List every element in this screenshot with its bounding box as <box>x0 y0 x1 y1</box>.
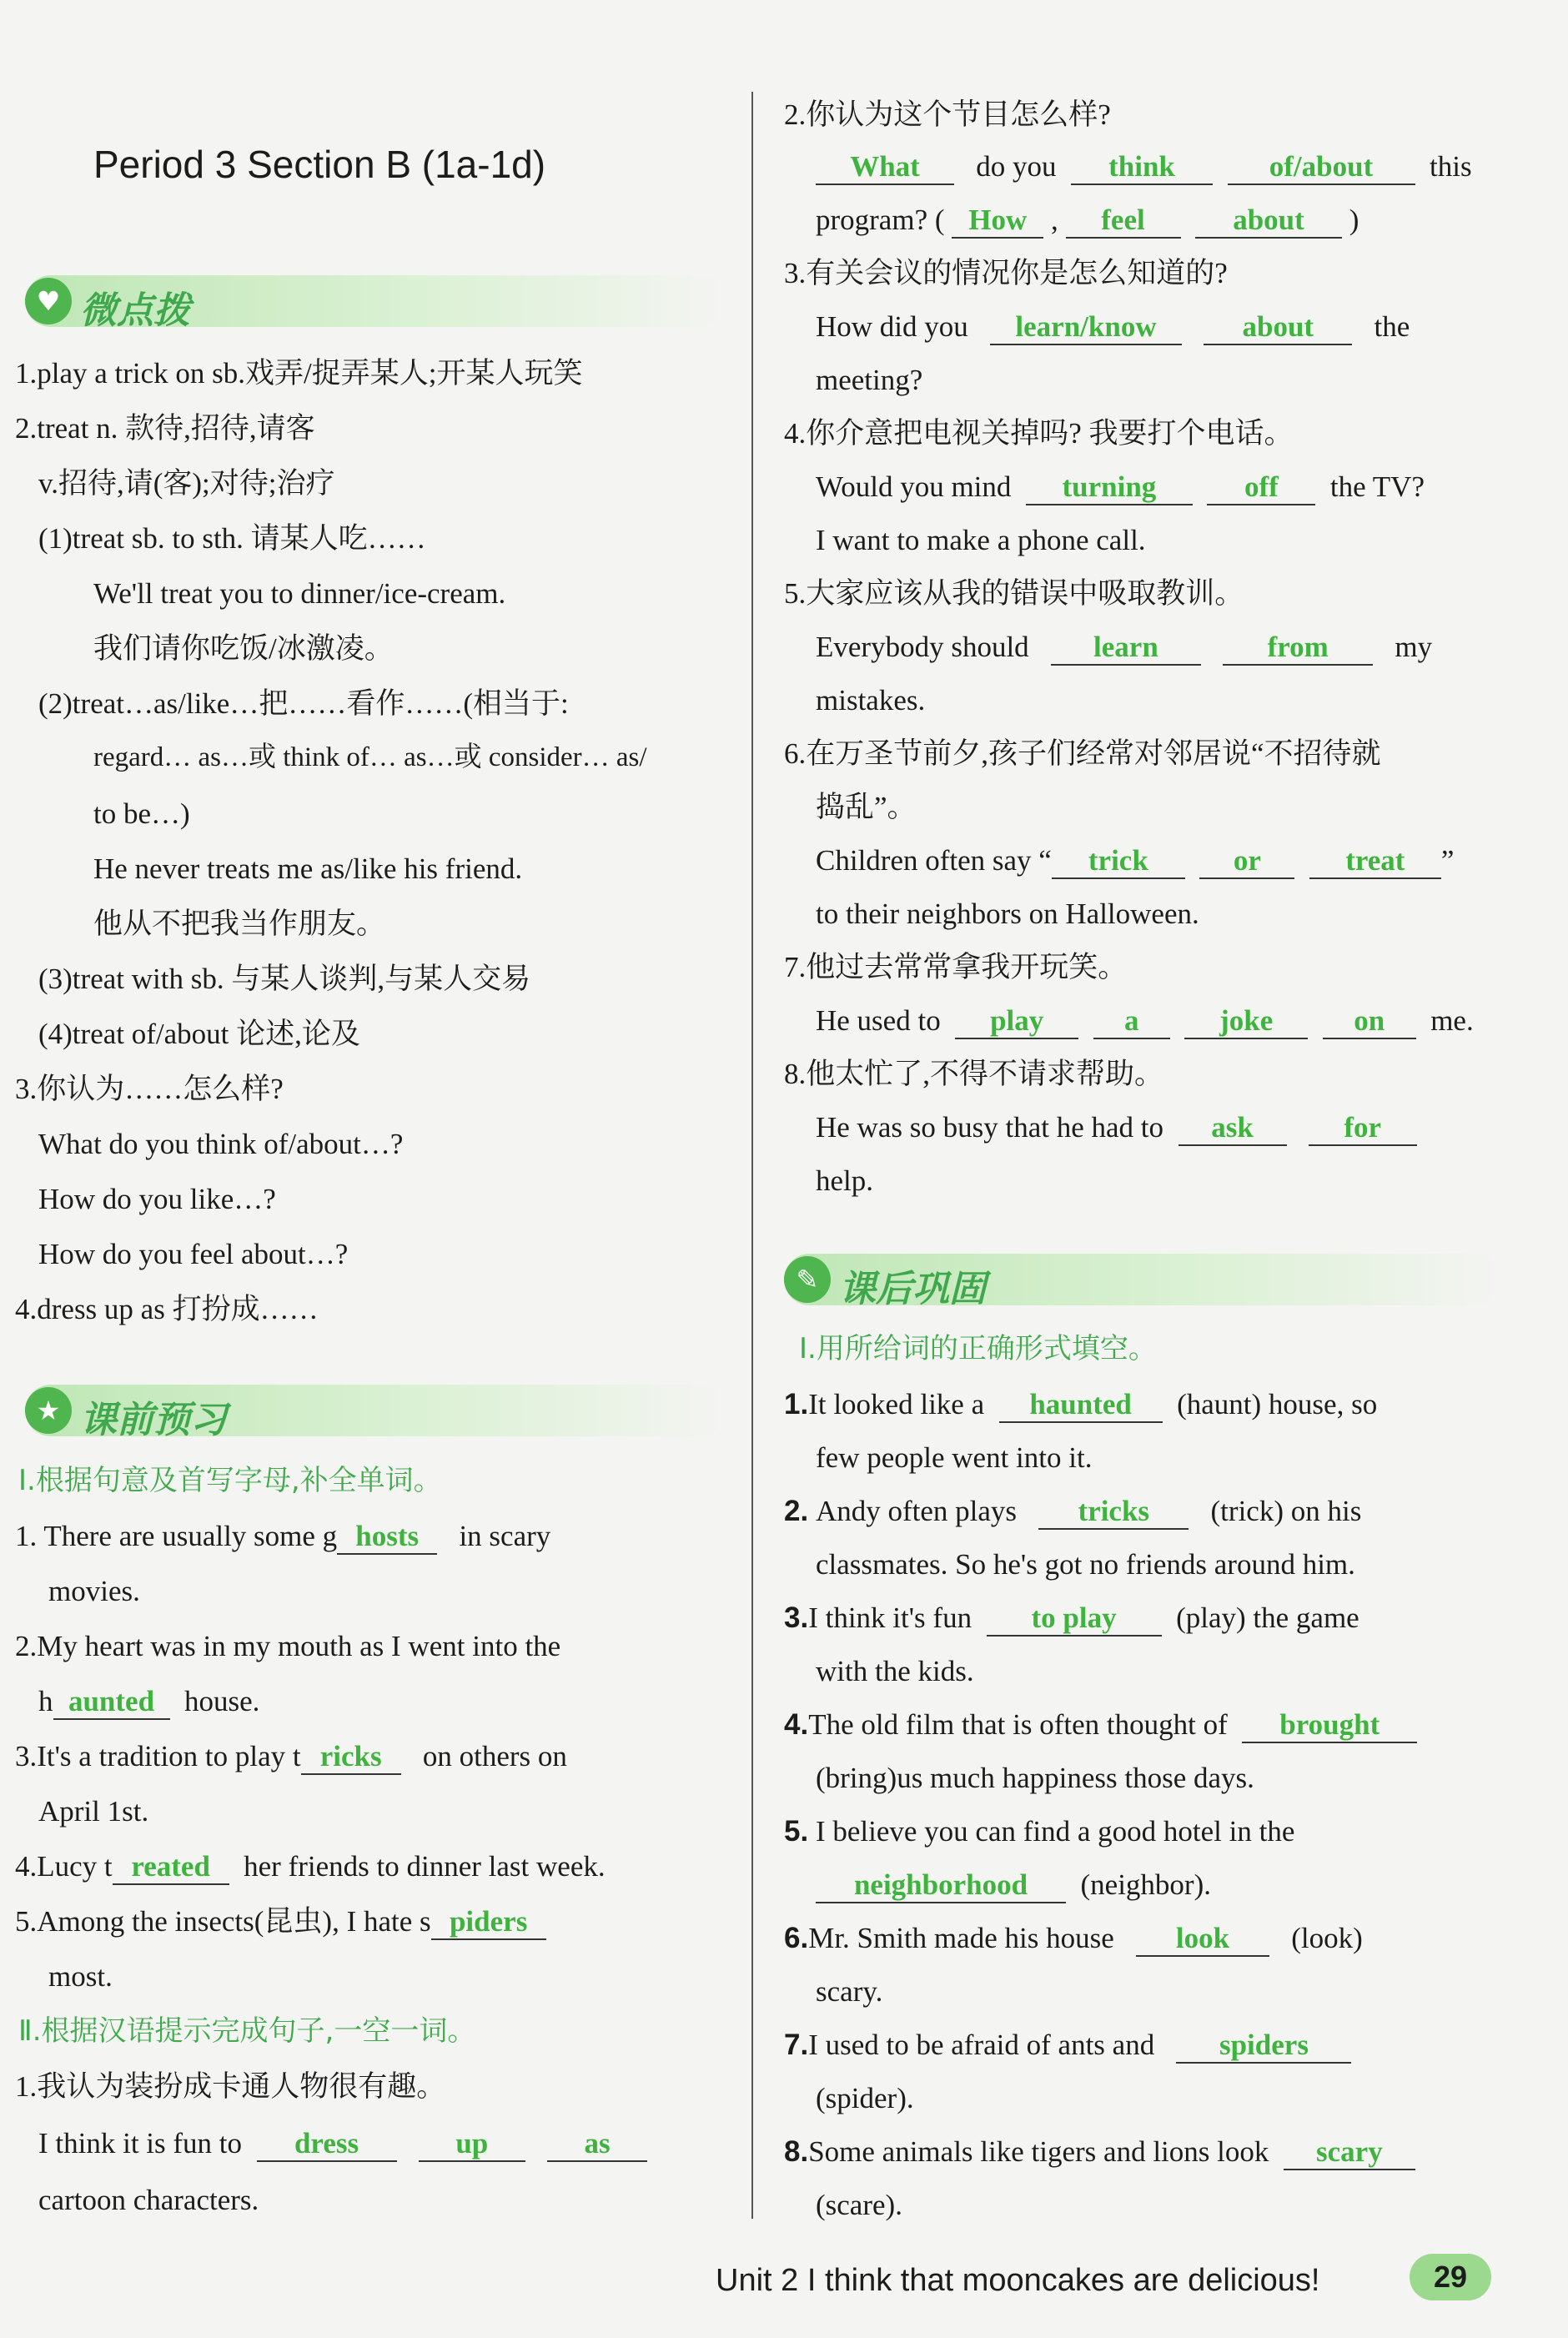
answer-blank: brought <box>1242 1709 1417 1743</box>
question-number: 1. <box>784 1388 809 1420</box>
exercise-line <box>816 470 1425 505</box>
answer-blank: scary <box>1284 2136 1415 2170</box>
tip-line: 1.play a trick on sb.戏弄/捉弄某人;开某人玩笑 <box>15 357 583 390</box>
question-text: my <box>1395 631 1433 663</box>
answer-blank: What <box>816 151 954 185</box>
part-heading: Ⅰ.用所给词的正确形式填空。 <box>799 1332 1157 1365</box>
answer-blank: of/about <box>1228 151 1415 185</box>
exercise-line <box>784 2029 1351 2064</box>
exercise-line <box>816 1004 1474 1039</box>
answer-blank: trick <box>1052 845 1185 879</box>
exercise-line <box>784 2135 1415 2170</box>
exercise-line: I want to make a phone call. <box>816 524 1146 556</box>
section-title-tips: 微点拨 <box>80 289 190 332</box>
exercise-line <box>784 1708 1417 1743</box>
answer-blank: play <box>955 1005 1078 1039</box>
answer-blank: aunted <box>53 1686 170 1720</box>
answer-blank: to play <box>987 1602 1162 1637</box>
question-text: I used to be afraid of ants and <box>808 2029 1155 2061</box>
question-text: this <box>1430 150 1472 183</box>
exercise-line <box>15 1850 606 1885</box>
section-title-preview: 课前预习 <box>80 1399 227 1441</box>
answer-blank: haunted <box>999 1389 1163 1423</box>
star-icon: ★ <box>25 1387 72 1434</box>
answer-blank: a <box>1093 1005 1170 1039</box>
question-text: ” <box>1440 844 1455 877</box>
exercise-line: meeting? <box>816 364 923 396</box>
exercise-line <box>784 1495 1361 1530</box>
exercise-line: help. <box>816 1164 874 1197</box>
question-text: How did you <box>816 310 968 343</box>
answer-blank: as <box>547 2128 647 2162</box>
exercise-line <box>816 1868 1211 1903</box>
answer-blank: feel <box>1066 204 1181 239</box>
answer-blank: learn <box>1051 631 1201 666</box>
answer-blank: think <box>1071 151 1213 185</box>
exercise-line: movies. <box>48 1575 140 1607</box>
question-text: Children often say “ <box>816 844 1052 877</box>
answer-blank: or <box>1199 845 1294 879</box>
exercise-line <box>15 1520 550 1555</box>
question-text: (look) <box>1291 1922 1363 1954</box>
exercise-line <box>816 1111 1417 1146</box>
heart-icon: ♥ <box>25 278 72 324</box>
question-text: on others on <box>422 1740 567 1772</box>
answer-blank: spiders <box>1176 2029 1351 2064</box>
page-title: Period 3 Section B (1a-1d) <box>93 143 546 186</box>
tip-line: 他从不把我当作朋友。 <box>93 908 386 940</box>
question-text: h <box>38 1685 53 1717</box>
exercise-line <box>816 844 1454 879</box>
exercise-line: 8.他太忙了,不得不请求帮助。 <box>784 1058 1164 1090</box>
section-banner-tips <box>25 275 726 332</box>
question-text: I think it is fun to <box>38 2127 243 2160</box>
answer-blank: piders <box>431 1906 546 1940</box>
answer-blank: treat <box>1309 845 1441 879</box>
answer-blank: turning <box>1026 471 1193 505</box>
answer-blank: hosts <box>337 1521 437 1555</box>
tip-line: How do you like…? <box>38 1183 276 1215</box>
tip-line: (4)treat of/about 论述,论及 <box>38 1018 360 1050</box>
section-banner-consolidate <box>784 1254 1501 1310</box>
question-text: He was so busy that he had to <box>816 1111 1164 1144</box>
question-text: He used to <box>816 1004 941 1037</box>
tip-line: How do you feel about…? <box>38 1238 349 1270</box>
exercise-line <box>784 98 1111 132</box>
question-text: (trick) on his <box>1210 1495 1362 1527</box>
exercise-line <box>38 2127 647 2162</box>
exercise-line <box>38 1685 259 1720</box>
footer-unit-title: Unit 2 I think that mooncakes are delicious! <box>716 2263 1320 2298</box>
answer-blank: tricks <box>1038 1496 1189 1530</box>
column-divider <box>751 92 753 2219</box>
answer-blank: reated <box>113 1851 229 1885</box>
question-text: 4.Lucy t <box>15 1850 113 1883</box>
question-text: Mr. Smith made his house <box>808 1922 1114 1954</box>
tip-line: 2.treat n. 款待,招待,请客 <box>15 412 315 445</box>
answer-blank: neighborhood <box>816 1869 1066 1903</box>
answer-blank: off <box>1207 471 1315 505</box>
question-text: (neighbor). <box>1080 1868 1211 1901</box>
question-text: 1. There are usually some g <box>15 1520 338 1552</box>
question-text: in scary <box>459 1520 551 1552</box>
exercise-line: 1.我认为装扮成卡通人物很有趣。 <box>15 2070 446 2103</box>
question-text: house. <box>184 1685 260 1717</box>
question-text: It looked like a <box>808 1388 985 1420</box>
exercise-line <box>15 1740 567 1775</box>
part-heading: Ⅱ.根据汉语提示完成句子,一空一词。 <box>18 2014 476 2048</box>
tip-line: 4.dress up as 打扮成…… <box>15 1293 319 1325</box>
exercise-line <box>784 1922 1363 1957</box>
answer-blank: How <box>952 204 1043 239</box>
exercise-line <box>816 150 1472 185</box>
question-text: , <box>1051 204 1058 236</box>
question-text: Some animals like tigers and lions look <box>808 2135 1269 2168</box>
question-number: 2. <box>784 1495 809 1527</box>
exercise-line <box>15 1905 546 1940</box>
question-text: Would you mind <box>816 470 1012 503</box>
tip-line: He never treats me as/like his friend. <box>93 852 523 885</box>
section-banner-preview <box>25 1385 726 1441</box>
exercise-line <box>816 310 1410 345</box>
exercise-line: (bring)us much happiness those days. <box>816 1762 1254 1794</box>
section-title-consolidate: 课后巩固 <box>839 1268 986 1310</box>
question-number: 7. <box>784 2029 809 2061</box>
tip-line: (1)treat sb. to sth. 请某人吃…… <box>38 522 426 555</box>
exercise-line: 2.My heart was in my mouth as I went into the <box>15 1630 561 1662</box>
exercise-line <box>816 204 1359 239</box>
tip-line: What do you think of/about…? <box>38 1128 404 1160</box>
tip-line: 3.你认为……怎么样? <box>15 1073 284 1105</box>
tip-line: regard… as…或 think of… as…或 consider… as/ <box>93 742 647 772</box>
answer-blank: on <box>1323 1005 1416 1039</box>
exercise-line: to their neighbors on Halloween. <box>816 897 1199 930</box>
question-text: the TV? <box>1329 470 1425 503</box>
answer-blank: learn/know <box>990 311 1182 345</box>
exercise-line: mistakes. <box>816 684 926 716</box>
question-text: Andy often plays <box>815 1495 1018 1527</box>
exercise-line: cartoon characters. <box>38 2184 259 2216</box>
page-number: 29 <box>1410 2254 1491 2300</box>
answer-blank: for <box>1309 1112 1417 1146</box>
tip-line: to be…) <box>93 797 190 830</box>
exercise-line: 6.在万圣节前夕,孩子们经常对邻居说“不招待就 <box>784 737 1381 770</box>
question-number: 3. <box>784 1601 809 1634</box>
question-text: I think it's fun <box>808 1601 972 1634</box>
question-text: program? ( <box>816 204 945 236</box>
answer-blank: look <box>1136 1923 1269 1957</box>
answer-blank: about <box>1204 311 1352 345</box>
exercise-line: 5.大家应该从我的错误中吸取教训。 <box>784 577 1244 610</box>
answer-blank: joke <box>1184 1005 1308 1039</box>
tip-line: We'll treat you to dinner/ice-cream. <box>93 577 506 610</box>
exercise-line <box>784 1815 1294 1848</box>
tip-line: (2)treat…as/like…把……看作……(相当于: <box>38 687 569 720</box>
answer-blank: about <box>1195 204 1342 239</box>
question-text: 5.Among the insects(昆虫), I hate s <box>15 1905 431 1938</box>
answer-blank: dress <box>257 2128 397 2162</box>
exercise-line: with the kids. <box>816 1655 974 1687</box>
question-text: 2.你认为这个节目怎么样? <box>784 98 1111 131</box>
question-number: 4. <box>784 1708 809 1741</box>
exercise-line: April 1st. <box>38 1795 149 1828</box>
exercise-line: 7.他过去常常拿我开玩笑。 <box>784 951 1128 983</box>
exercise-line: few people went into it. <box>816 1441 1093 1474</box>
tip-line: (3)treat with sb. 与某人谈判,与某人交易 <box>38 963 531 995</box>
exercise-line: most. <box>48 1960 113 1993</box>
question-text: The old film that is often thought of <box>808 1708 1228 1741</box>
exercise-line: scary. <box>816 1975 883 2008</box>
question-number: 8. <box>784 2135 809 2168</box>
exercise-line <box>784 1388 1377 1423</box>
exercise-line <box>816 631 1432 666</box>
pencil-icon: ✎ <box>784 1256 831 1303</box>
answer-blank: ricks <box>301 1741 401 1775</box>
question-text: ) <box>1349 204 1359 236</box>
tip-line: v.招待,请(客);对待;治疗 <box>38 467 335 500</box>
question-text: 3.It's a tradition to play t <box>15 1740 301 1772</box>
exercise-line: (spider). <box>816 2082 914 2114</box>
part-heading: Ⅰ.根据句意及首写字母,补全单词。 <box>18 1464 442 1497</box>
answer-blank: ask <box>1179 1112 1287 1146</box>
question-text: her friends to dinner last week. <box>244 1850 606 1883</box>
question-text: (play) the game <box>1176 1601 1359 1634</box>
question-text: me. <box>1430 1004 1474 1037</box>
question-text: I believe you can find a good hotel in the <box>815 1815 1295 1848</box>
exercise-line: 4.你介意把电视关掉吗? 我要打个电话。 <box>784 417 1294 450</box>
question-text: Everybody should <box>816 631 1029 663</box>
question-text: the <box>1374 310 1410 343</box>
question-text: do you <box>976 150 1057 183</box>
tip-line: 我们请你吃饭/冰激凌。 <box>93 632 394 665</box>
answer-blank: up <box>419 2128 525 2162</box>
answer-blank: from <box>1223 631 1373 666</box>
question-number: 6. <box>784 1922 809 1954</box>
exercise-line: 3.有关会议的情况你是怎么知道的? <box>784 257 1228 289</box>
exercise-line <box>784 1601 1359 1637</box>
exercise-line: 捣乱”。 <box>816 791 917 823</box>
question-text: (haunt) house, so <box>1177 1388 1378 1420</box>
exercise-line: (scare). <box>816 2189 902 2221</box>
exercise-line: classmates. So he's got no friends around him. <box>816 1548 1355 1581</box>
question-number: 5. <box>784 1815 809 1848</box>
